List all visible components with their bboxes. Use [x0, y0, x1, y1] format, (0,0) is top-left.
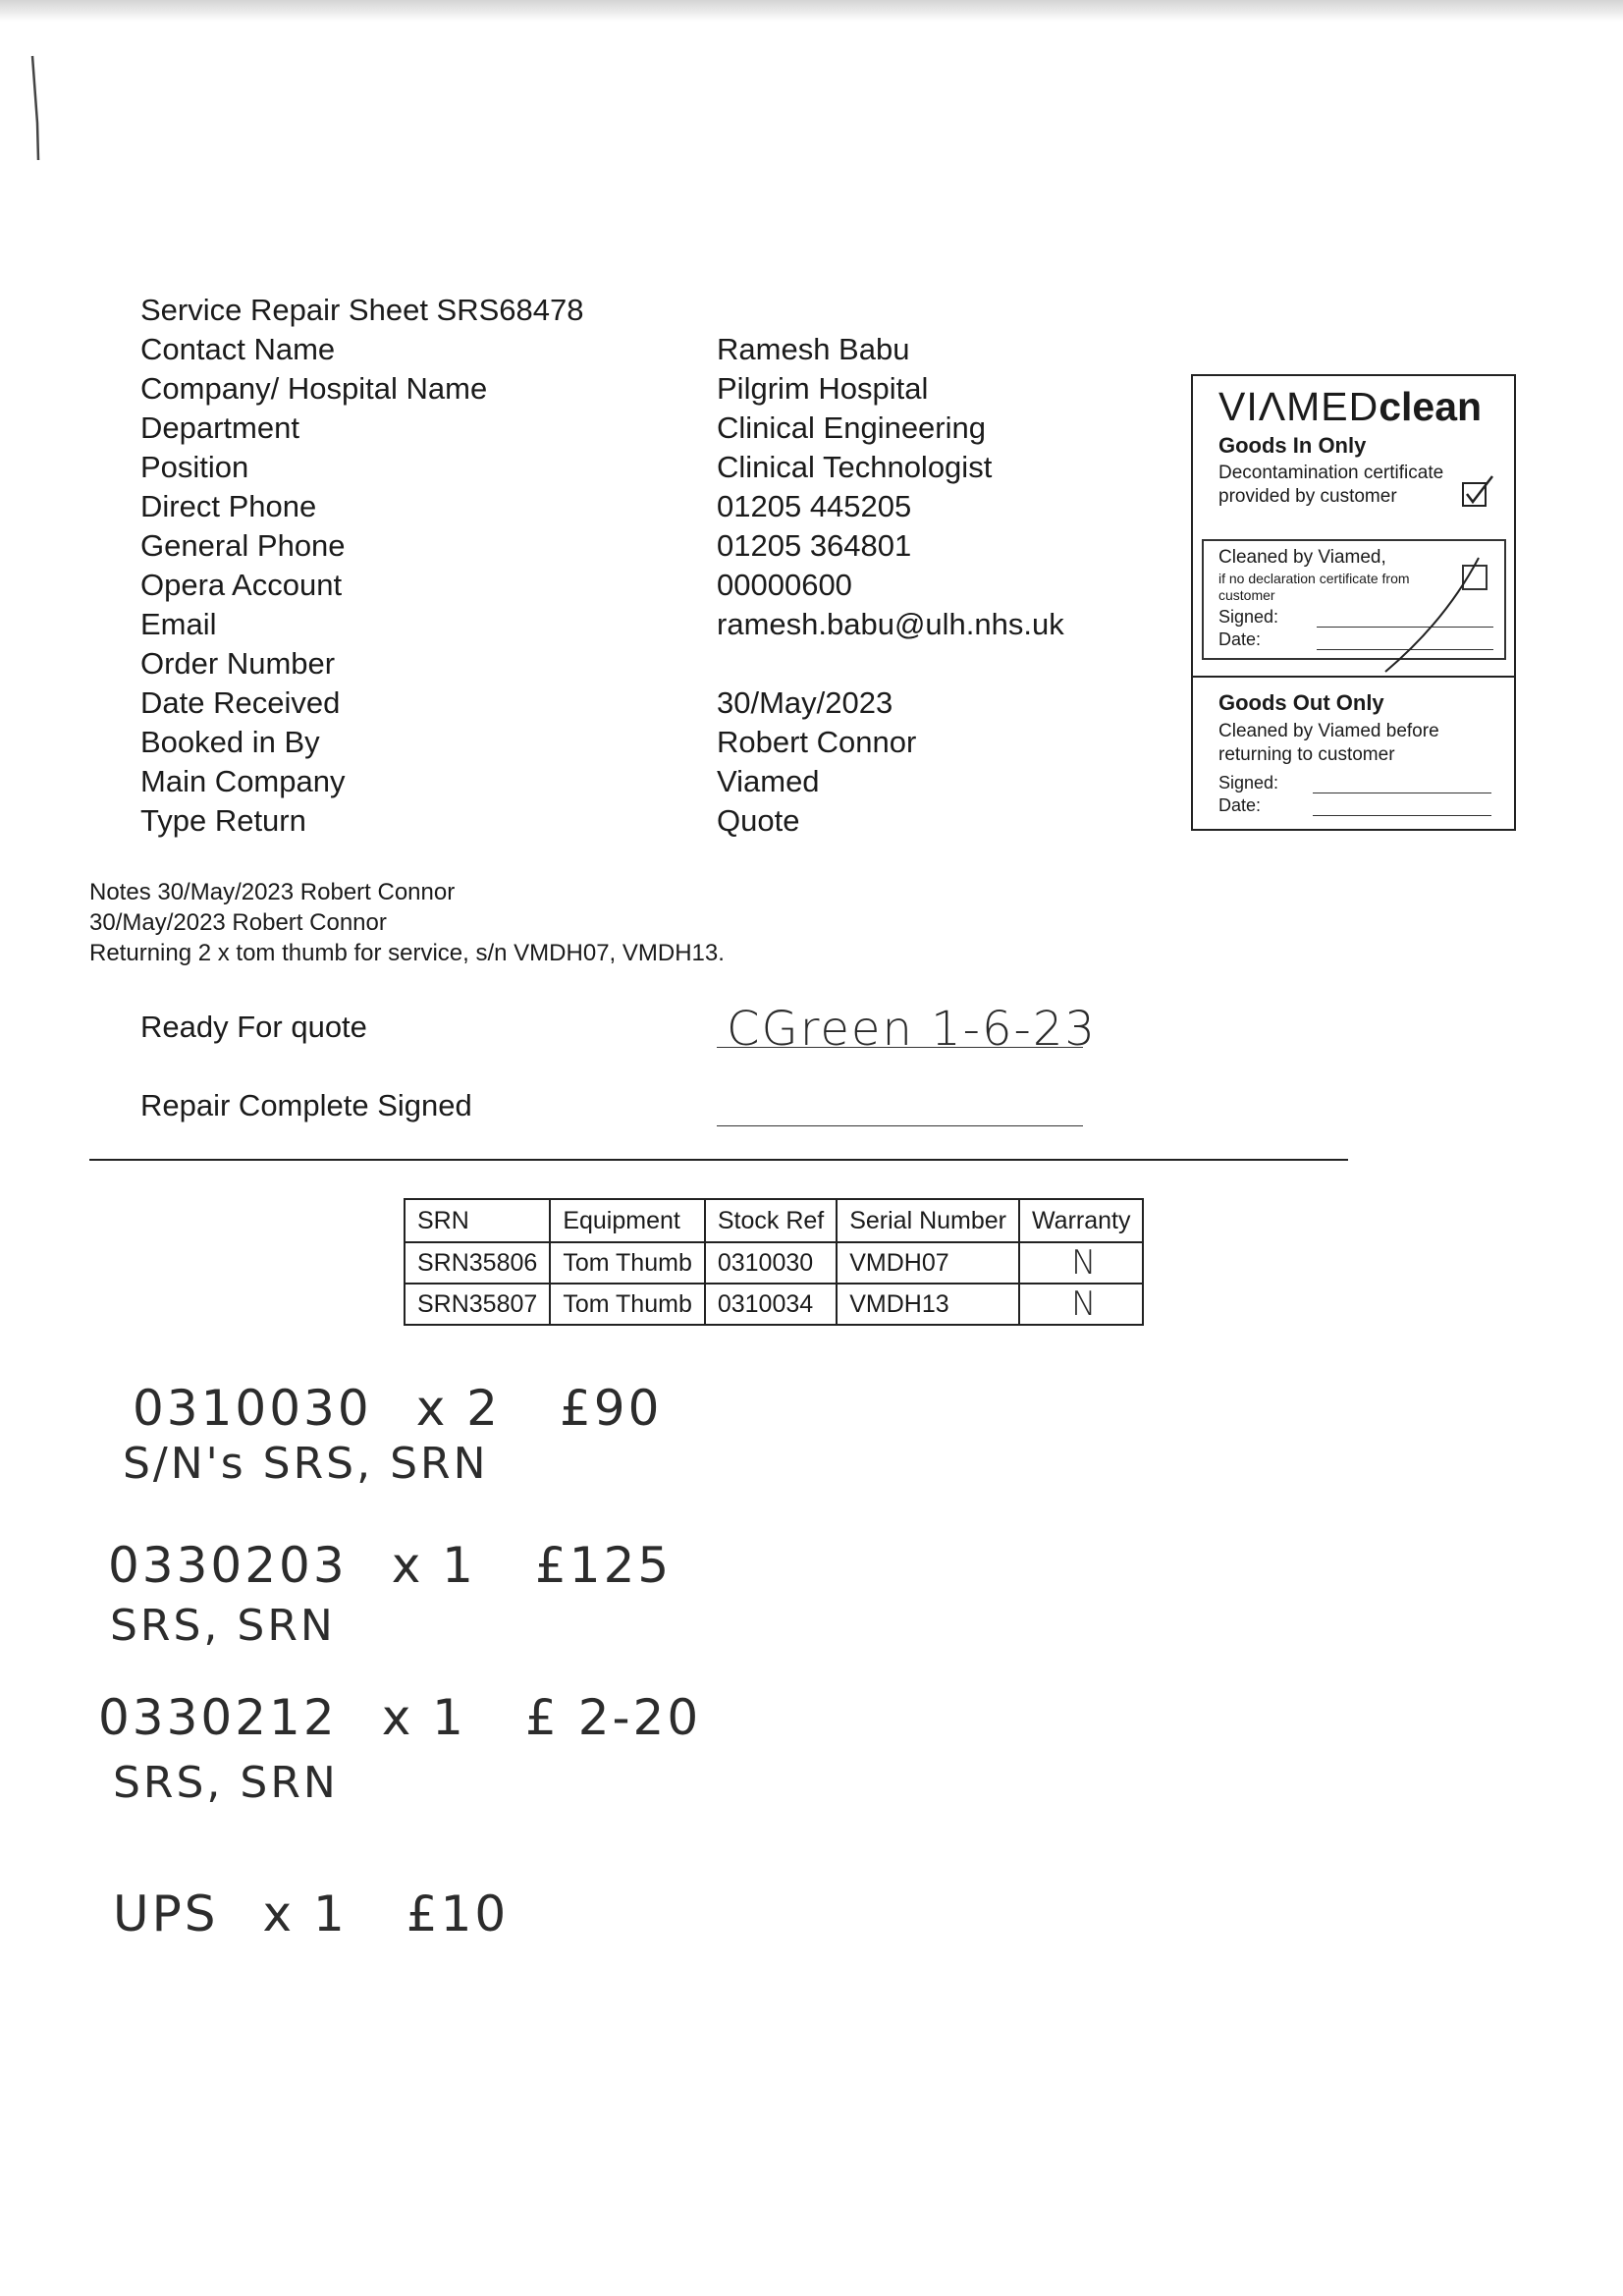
table-header-row	[405, 1199, 1143, 1242]
repair-complete-label: Repair Complete Signed	[140, 1088, 472, 1122]
field-row	[140, 369, 1122, 409]
goods-out-title: Goods Out Only	[1218, 690, 1384, 715]
field-row	[140, 723, 1122, 762]
table-row	[405, 1284, 1143, 1325]
part-number: UPS	[113, 1886, 219, 1942]
strike-through-mark	[1380, 556, 1488, 674]
repair-complete-signature-line[interactable]	[717, 1125, 1083, 1126]
ready-signature-line	[717, 1047, 1083, 1048]
date-label: Date:	[1218, 629, 1262, 649]
price: £125	[534, 1537, 673, 1594]
warranty-cell	[1019, 1242, 1143, 1284]
field-value: Clinical Engineering	[717, 410, 986, 445]
cleaned-date-line	[1218, 629, 1261, 650]
field-value: 30/May/2023	[717, 685, 893, 720]
field-row	[140, 409, 1122, 448]
ready-for-quote-label: Ready For quote	[140, 1010, 367, 1044]
quantity: x 1	[262, 1886, 348, 1942]
notes-block	[89, 877, 725, 968]
field-row	[140, 487, 1122, 526]
srn-cell: SRN35807	[405, 1284, 550, 1325]
brand-suffix: clean	[1379, 384, 1483, 429]
field-value: Ramesh Babu	[717, 332, 910, 366]
field-value: Viamed	[717, 764, 820, 798]
stock-ref-cell: 0310030	[705, 1242, 837, 1284]
field-label: Position	[140, 450, 249, 484]
quote-line	[113, 1886, 509, 1942]
viamed-clean-stamp	[1191, 374, 1516, 831]
table-row	[405, 1242, 1143, 1284]
field-row	[140, 526, 1122, 566]
field-row	[140, 330, 1122, 369]
price: £ 2-20	[524, 1689, 702, 1746]
field-value: 00000600	[717, 568, 852, 602]
field-label: Opera Account	[140, 568, 343, 602]
column-header: Warranty	[1019, 1199, 1143, 1242]
field-label: Date Received	[140, 685, 341, 720]
field-label: Main Company	[140, 764, 346, 798]
field-label: Booked in By	[140, 725, 320, 759]
column-header: Stock Ref	[705, 1199, 837, 1242]
field-value: Pilgrim Hospital	[717, 371, 929, 406]
equipment-cell: Tom Thumb	[550, 1242, 705, 1284]
notes-line: Returning 2 x tom thumb for service, s/n VMDH07, VMDH13.	[89, 940, 725, 966]
field-value: Clinical Technologist	[717, 450, 993, 484]
quote-note: SRS, SRN	[113, 1758, 339, 1808]
part-number: 0330212	[98, 1689, 338, 1746]
section-divider	[89, 1159, 1348, 1161]
cleaned-by-title: Cleaned by Viamed,	[1218, 547, 1386, 568]
quote-line	[108, 1537, 672, 1594]
field-row	[140, 566, 1122, 605]
field-row	[140, 762, 1122, 801]
field-row	[140, 605, 1122, 644]
goods-in-description: Decontamination certificate provided by customer	[1218, 463, 1444, 507]
quantity: x 1	[391, 1537, 476, 1594]
field-label: General Phone	[140, 528, 346, 563]
field-value: Robert Connor	[717, 725, 917, 759]
brand-name: VIΛMΕD	[1218, 384, 1380, 429]
field-value	[717, 644, 1122, 683]
column-header: Serial Number	[837, 1199, 1019, 1242]
field-value: ramesh.babu@ulh.nhs.uk	[717, 607, 1064, 641]
equipment-table	[404, 1198, 1144, 1326]
quote-line	[133, 1380, 662, 1437]
equipment-cell: Tom Thumb	[550, 1284, 705, 1325]
goods-out-date-line	[1218, 795, 1261, 816]
notes-line: 30/May/2023 Robert Connor	[89, 909, 387, 936]
ready-for-quote-signature: CGreen 1-6-23	[727, 1002, 1097, 1057]
field-label: Company/ Hospital Name	[140, 371, 488, 406]
price: £10	[406, 1886, 510, 1942]
price: £90	[559, 1380, 663, 1437]
field-label: Email	[140, 607, 217, 641]
viamed-clean-logo	[1218, 384, 1482, 430]
field-row	[140, 683, 1122, 723]
part-number: 0310030	[133, 1380, 372, 1437]
quantity: x 1	[381, 1689, 466, 1746]
sheet-title: Service Repair Sheet SRS68478	[140, 293, 584, 327]
goods-in-title: Goods In Only	[1218, 433, 1367, 458]
field-value: Quote	[717, 803, 800, 838]
serial-cell: VMDH07	[837, 1242, 1019, 1284]
repair-sheet-header	[140, 291, 1122, 841]
field-row	[140, 644, 1122, 683]
warranty-handwritten: N	[1071, 1285, 1097, 1324]
field-row	[140, 801, 1122, 841]
cleaned-signed-line	[1218, 607, 1278, 628]
field-label: Order Number	[140, 646, 336, 681]
field-label: Direct Phone	[140, 489, 317, 523]
part-number: 0330203	[108, 1537, 348, 1594]
warranty-cell	[1019, 1284, 1143, 1325]
quote-line	[98, 1689, 701, 1746]
srn-cell: SRN35806	[405, 1242, 550, 1284]
goods-out-signed-line	[1218, 773, 1278, 793]
date-label: Date:	[1218, 795, 1262, 815]
column-header: SRN	[405, 1199, 550, 1242]
stock-ref-cell: 0310034	[705, 1284, 837, 1325]
quote-note: S/N's SRS, SRN	[123, 1439, 489, 1489]
cleaned-by-viamed-section	[1202, 539, 1506, 660]
scan-shadow	[0, 0, 1623, 22]
field-row	[140, 448, 1122, 487]
signed-label: Signed:	[1218, 773, 1279, 793]
cleaned-by-note: if no declaration certificate from customer	[1218, 571, 1410, 603]
notes-line: Notes 30/May/2023 Robert Connor	[89, 879, 456, 905]
field-label: Type Return	[140, 803, 306, 838]
column-header: Equipment	[550, 1199, 705, 1242]
pen-mark	[29, 54, 43, 162]
field-label: Department	[140, 410, 299, 445]
signed-label: Signed:	[1218, 607, 1279, 627]
box-divider	[1193, 676, 1514, 678]
quote-note: SRS, SRN	[110, 1601, 336, 1651]
quantity: x 2	[415, 1380, 501, 1437]
serial-cell: VMDH13	[837, 1284, 1019, 1325]
decontamination-checkbox-ticked[interactable]	[1461, 474, 1494, 508]
field-value: 01205 445205	[717, 489, 912, 523]
goods-out-description: Cleaned by Viamed before returning to customer	[1218, 721, 1439, 765]
warranty-handwritten: N	[1071, 1243, 1097, 1283]
field-value: 01205 364801	[717, 528, 912, 563]
field-label: Contact Name	[140, 332, 336, 366]
